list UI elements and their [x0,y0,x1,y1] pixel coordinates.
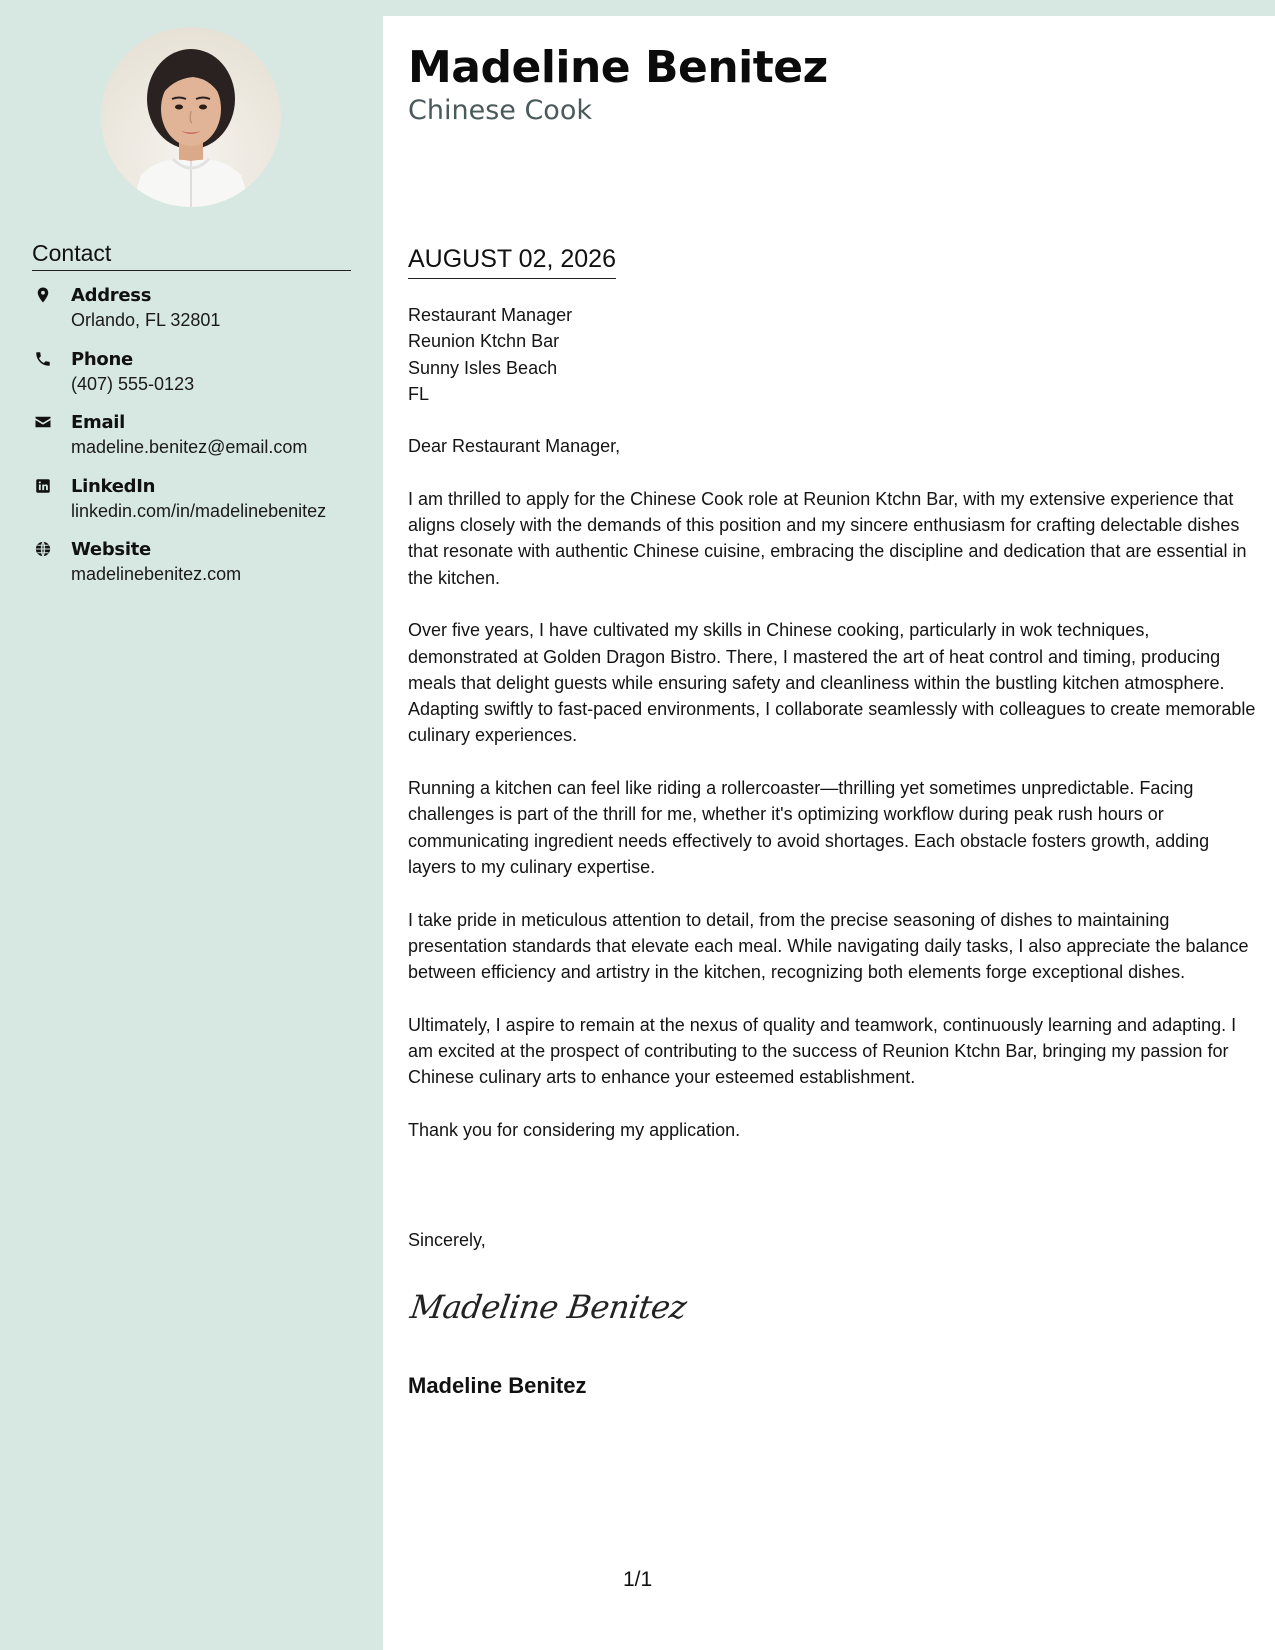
linkedin-icon [34,477,52,495]
contact-label: Website [71,539,151,560]
profile-photo [101,27,281,207]
paragraph: I take pride in meticulous attention to detail, from the precise seasoning of dishes to maintaining presentation standards that elevate each meal. While navigating daily tasks, I also appreciate the balance between efficiency and artistry in the kitchen, recognizing both elements forge exceptional dishes. [408,909,1249,983]
recipient-line: Restaurant Manager [408,305,573,325]
contact-label: Email [71,412,126,433]
paragraph: Over five years, I have cultivated my skills in Chinese cooking, particularly in wok techniques, demonstrated at Golden Dragon Bistro. There, I mastered the art of heat control and timing, producing meals that delight guests while ensuring safety and cleanliness within the bustling kitchen atmosphere. Adapting swiftly to fast-paced environments, I collaborate seamlessly with colleagues to create memorable culinary experiences. [408,620,1256,746]
contact-value: madeline.benitez@email.com [71,437,308,457]
contact-address [32,284,362,348]
paragraph: Ultimately, I aspire to remain at the nexus of quality and teamwork, continuously learning and adapting. I am excited at the prospect of contributing to the success of Reunion Ktchn Bar, bringing my passion for Chinese culinary arts to enhance your esteemed establishment. [408,1014,1237,1088]
contact-email [32,411,362,475]
recipient-line: FL [408,383,430,404]
recipient-line: Reunion Ktchn Bar [408,331,560,352]
contact-label: Phone [71,348,133,370]
paragraph: I am thrilled to apply for the Chinese Cook role at Reunion Ktchn Bar, with my extensive experience that aligns closely with the demands of this position and my sincere enthusiasm for crafting delectable dishes that resonate with authentic Chinese cuisine, embracing the discipline and dedication that are essential in the kitchen. [408,488,1247,588]
map-pin-icon [34,286,52,304]
page-number: 1/1 [623,1568,653,1591]
contact-label: Address [71,285,152,306]
contact-value: madelinebenitez.com [71,564,242,584]
globe-icon [34,540,52,558]
letter-body [408,302,1258,1170]
greeting: Dear Restaurant Manager, [408,436,621,457]
job-title: Chinese Cook [408,95,592,126]
closing: Sincerely, [408,1230,486,1250]
signed-name: Madeline Benitez [408,1373,587,1398]
paragraph: Thank you for considering my application. [408,1119,741,1140]
contact-label: LinkedIn [71,475,156,497]
recipient-line: Sunny Isles Beach [408,357,558,378]
contact-heading: Contact [32,240,351,271]
contact-list [32,284,362,602]
contact-website [32,538,362,602]
contact-value: (407) 555-0123 [71,373,195,394]
recipient-block [408,302,1258,407]
envelope-icon [34,413,52,431]
contact-phone [32,348,362,412]
phone-icon [34,350,52,368]
contact-value: linkedin.com/in/madelinebenitez [71,500,327,521]
contact-value: Orlando, FL 32801 [71,310,221,330]
signature: Madeline Benitez [408,1288,689,1326]
sidebar [0,0,383,1650]
letter-main [383,16,1275,1650]
candidate-name: Madeline Benitez [408,42,828,93]
paragraph: Running a kitchen can feel like riding a rollercoaster—thrilling yet sometimes unpredictable. Facing challenges is part of the thrill for me, whether it's optimizing workflow during peak rush hours or communicating ingredient needs effectively to avoid shortages. Each obstacle fosters growth, adding layers to my culinary expertise. [408,778,1210,877]
contact-linkedin [32,475,362,539]
letter-date: AUGUST 02, 2026 [408,244,616,279]
